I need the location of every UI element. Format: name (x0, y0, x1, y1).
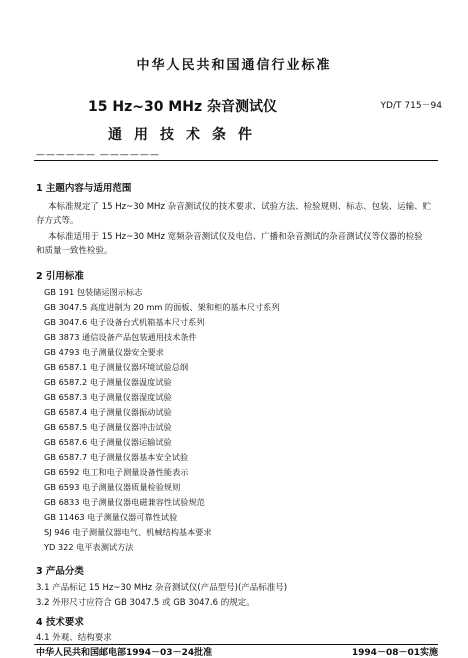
reference-item: GB 11463 电子测量仪器可靠性试验 (44, 512, 178, 522)
reference-item: GB 6587.7 电子测量仪器基本安全试验 (44, 452, 189, 462)
section-1-paragraph-2: 本标准适用于 15 Hz~30 MHz 宽频杂音测试仪及电信、广播和杂音测试的杂音测试仪等仪器的检验 (48, 232, 423, 242)
section-3-item-1: 3.1 产品标记 15 Hz~30 MHz 杂音测试仪(产品型号)(产品标准号) (36, 583, 288, 593)
section-1-heading: 1 主题内容与适用范围 (36, 183, 132, 194)
reference-item: GB 6587.1 电子测量仪器环境试验总纲 (44, 362, 189, 372)
document-title: 15 Hz~30 MHz 杂音测试仪 (88, 99, 277, 115)
reference-item: GB 6587.5 电子测量仪器冲击试验 (44, 422, 172, 432)
reference-item: GB 6587.4 电子测量仪器振动试验 (44, 407, 172, 417)
section-4-item-1: 4.1 外观、结构要求 (36, 633, 112, 643)
reference-item: GB 6587.3 电子测量仪器湿度试验 (44, 392, 172, 402)
divider-dashes: —————— —————— (36, 150, 160, 160)
section-1-paragraph-1-cont: 存方式等。 (36, 216, 79, 226)
reference-item: GB 6593 电子测量仪器质量检验规则 (44, 482, 181, 492)
standard-number: YD/T 715－94 (380, 101, 442, 111)
reference-item: GB 4793 电子测量仪器安全要求 (44, 347, 164, 357)
section-3-item-2: 3.2 外形尺寸应符合 GB 3047.5 或 GB 3047.6 的规定。 (36, 598, 255, 608)
reference-item: GB 6592 电工和电子测量设备性能表示 (44, 467, 189, 477)
approval-date: 中华人民共和国邮电部1994－03－24批准 (36, 648, 213, 658)
section-3-heading: 3 产品分类 (36, 566, 84, 577)
reference-item: YD 322 电平表测试方法 (44, 542, 134, 552)
reference-item: GB 3873 通信设备产品包装通用技术条件 (44, 332, 197, 342)
title-divider (34, 160, 438, 161)
reference-item: GB 6587.2 电子测量仪器温度试验 (44, 377, 172, 387)
document-subtitle: 通用技术条件 (108, 127, 264, 143)
implementation-date: 1994－08－01实施 (351, 648, 438, 658)
reference-item: GB 3047.6 电子设备台式机箱基本尺寸系列 (44, 317, 205, 327)
section-1-paragraph-1: 本标准规定了 15 Hz~30 MHz 杂音测试仪的技术要求、试验方法、检验规则、标志、包装、运输、贮 (48, 202, 432, 212)
reference-item: SJ 946 电子测量仪器电气、机械结构基本要求 (44, 527, 212, 537)
section-4-heading: 4 技术要求 (36, 617, 84, 628)
section-2-heading: 2 引用标准 (36, 271, 84, 282)
reference-item: GB 6587.6 电子测量仪器运输试验 (44, 437, 172, 447)
reference-item: GB 6833 电子测量仪器电磁兼容性试验规范 (44, 497, 205, 507)
reference-item: GB 3047.5 高度进制为 20 mm 的面板、架和柜的基本尺寸系列 (44, 302, 280, 312)
reference-item: GB 191 包装储运图示标志 (44, 287, 143, 297)
publisher-header: 中华人民共和国通信行业标准 (136, 58, 332, 73)
section-1-paragraph-2-cont: 和质量一致性检验。 (36, 246, 113, 256)
